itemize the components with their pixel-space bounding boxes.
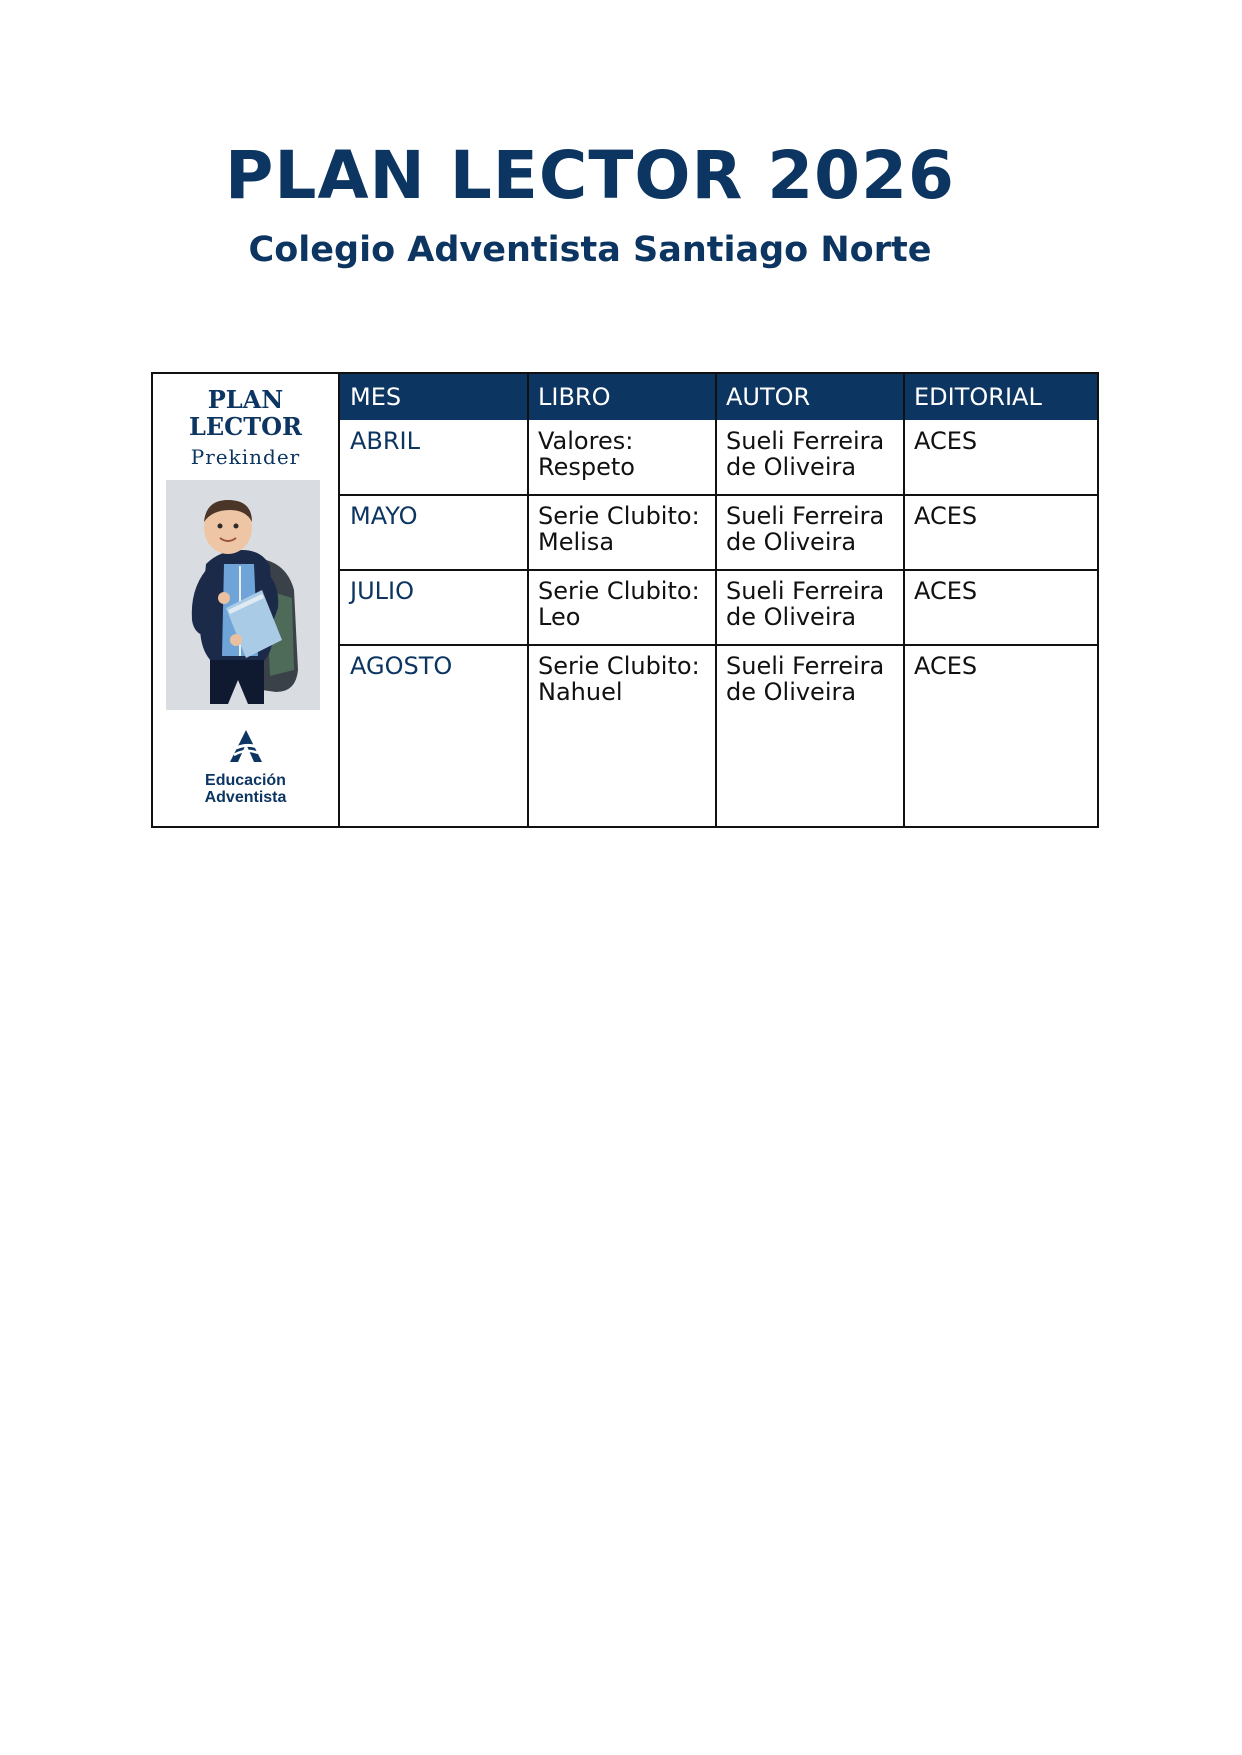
table-cell-mes: AGOSTO — [350, 652, 453, 680]
row-divider — [340, 569, 1097, 571]
page-subtitle: Colegio Adventista Santiago Norte — [248, 230, 932, 270]
logo-text: Educación Adventista — [204, 772, 287, 806]
table-cell-autor: Sueli Ferreira de Oliveira — [726, 652, 885, 706]
column-header-libro: LIBRO — [528, 374, 716, 420]
table-cell-mes: JULIO — [350, 577, 414, 605]
table-cell-editorial: ACES — [914, 502, 978, 530]
column-divider — [715, 374, 717, 826]
table-cell-libro: Serie Clubito: Nahuel — [538, 652, 700, 706]
reading-plan-table — [151, 372, 1099, 828]
table-cell-mes: ABRIL — [350, 427, 421, 455]
page-title: PLAN LECTOR 2026 — [225, 137, 955, 214]
student-photo — [166, 480, 320, 710]
column-divider — [903, 374, 905, 826]
column-header-mes: MES — [340, 374, 528, 420]
row-divider — [340, 494, 1097, 496]
side-panel — [153, 374, 340, 826]
data-grid — [340, 374, 1097, 826]
table-cell-editorial: ACES — [914, 427, 978, 455]
table-cell-editorial: ACES — [914, 652, 978, 680]
row-divider — [340, 644, 1097, 646]
adventist-emblem-icon — [226, 728, 266, 764]
column-divider — [527, 374, 529, 826]
table-cell-mes: MAYO — [350, 502, 418, 530]
column-header-autor: AUTOR — [716, 374, 904, 420]
table-cell-editorial: ACES — [914, 577, 978, 605]
side-panel-title: PLAN LECTOR — [189, 385, 302, 441]
table-cell-libro: Serie Clubito: Melisa — [538, 502, 700, 556]
educacion-adventista-logo — [153, 728, 338, 806]
table-cell-libro: Valores: Respeto — [538, 427, 635, 481]
table-cell-autor: Sueli Ferreira de Oliveira — [726, 427, 885, 481]
column-header-editorial: EDITORIAL — [904, 374, 1097, 420]
table-cell-autor: Sueli Ferreira de Oliveira — [726, 577, 885, 631]
table-cell-libro: Serie Clubito: Leo — [538, 577, 700, 631]
table-cell-autor: Sueli Ferreira de Oliveira — [726, 502, 885, 556]
grade-level-label: Prekinder — [190, 445, 301, 469]
